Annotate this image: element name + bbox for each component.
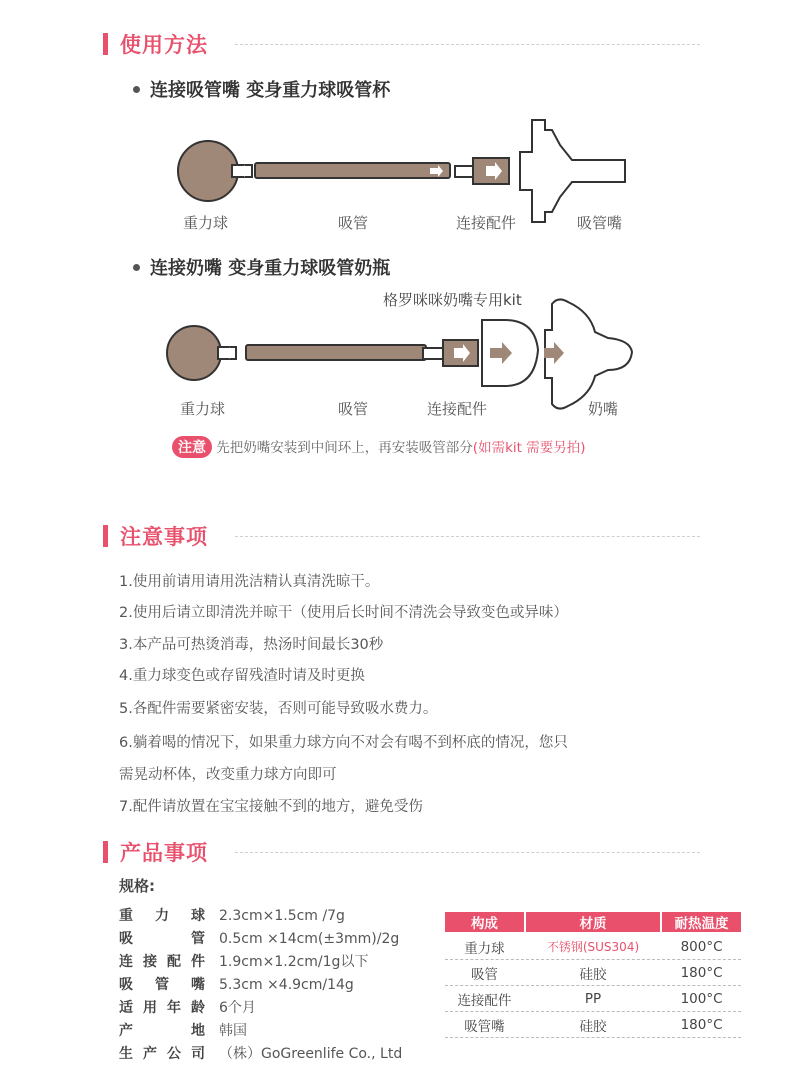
table-header: 耐热温度 — [661, 911, 742, 933]
table-cell: 重力球 — [444, 933, 525, 960]
caution-item: 4.重力球变色或存留残渣时请及时更换 — [119, 668, 365, 684]
label-straw: 吸管 — [338, 400, 369, 418]
spec-key: 重力球 — [119, 908, 205, 924]
gravity-ball — [167, 326, 221, 380]
spec-value: 2.3cm×1.5cm /7g — [219, 908, 345, 924]
section-title-cautions: 注意事项 — [120, 525, 208, 549]
spec-row — [119, 951, 368, 971]
table-cell: PP — [525, 986, 661, 1012]
diagram-straw-bottle — [160, 290, 650, 415]
table-row — [444, 933, 742, 960]
label-connector: 连接配件 — [427, 400, 488, 418]
table-cell: 800°C — [661, 933, 742, 960]
divider — [235, 536, 700, 537]
table-cell: 180°C — [661, 1012, 742, 1038]
spec-key: 吸管嘴 — [119, 977, 205, 993]
table-cell: 硅胶 — [525, 960, 661, 986]
caution-item: 3.本产品可热烫消毒，热汤时间最长30秒 — [119, 637, 384, 653]
subheading-straw-cup — [133, 76, 390, 102]
table-cell: 不锈钢(SUS304) — [525, 933, 661, 960]
label-straw: 吸管 — [338, 214, 369, 232]
table-cell: 100°C — [661, 986, 742, 1012]
spec-row — [119, 1020, 247, 1040]
table-row — [444, 1012, 742, 1038]
spec-value: 5.3cm ×4.9cm/14g — [219, 977, 354, 993]
section-title-usage: 使用方法 — [120, 33, 208, 57]
spec-value: 6个月 — [219, 1000, 256, 1016]
spec-key: 适用年龄 — [119, 1000, 205, 1016]
section-marker — [103, 33, 108, 55]
table-cell: 吸管嘴 — [444, 1012, 525, 1038]
spec-key: 吸管 — [119, 931, 205, 947]
table-header-row — [444, 911, 742, 933]
label-connector: 连接配件 — [456, 214, 517, 232]
table-row — [444, 986, 742, 1012]
table-header: 构成 — [444, 911, 525, 933]
spec-key: 生产公司 — [119, 1046, 205, 1062]
section-marker — [103, 841, 108, 863]
table-header: 材质 — [525, 911, 661, 933]
spec-heading: 规格: — [119, 877, 155, 895]
caution-item: 1.使用前请用请用洗洁精认真清洗晾干。 — [119, 574, 380, 590]
spec-row — [119, 997, 256, 1017]
material-table — [443, 910, 743, 1038]
label-spout: 吸管嘴 — [577, 214, 623, 232]
caution-item: 6.躺着喝的情况下，如果重力球方向不对会有喝不到杯底的情况，您只 — [119, 735, 568, 751]
bullet-icon — [133, 86, 140, 93]
caution-item: 7.配件请放置在宝宝接触不到的地方，避免受伤 — [119, 799, 423, 815]
spec-row — [119, 928, 399, 948]
divider — [235, 852, 700, 853]
note-red: (如需kit 需要另拍) — [472, 440, 586, 456]
straw — [255, 163, 450, 178]
note-badge: 注意 — [172, 436, 212, 458]
spec-value: 韩国 — [219, 1023, 247, 1039]
divider — [235, 44, 700, 45]
straw — [246, 345, 426, 360]
spec-row — [119, 905, 345, 925]
caution-item: 5.各配件需要紧密安装，否则可能导致吸水费力。 — [119, 701, 438, 717]
label-gravity-ball: 重力球 — [180, 400, 226, 418]
spout — [520, 120, 625, 222]
spec-value: （株）GoGreenlife Co., Ltd — [219, 1046, 403, 1062]
table-cell: 连接配件 — [444, 986, 525, 1012]
connector-stem — [423, 348, 443, 359]
caution-item: 2.使用后请立即清洗并晾干（使用后长时间不清洗会导致变色或异味） — [119, 605, 568, 621]
spec-row — [119, 1043, 402, 1063]
section-marker — [103, 525, 108, 547]
table-cell: 硅胶 — [525, 1012, 661, 1038]
spec-value: 1.9cm×1.2cm/1g以下 — [219, 954, 369, 970]
diagram-straw-cup — [160, 110, 640, 230]
spec-value: 0.5cm ×14cm(±3mm)/2g — [219, 931, 400, 947]
bullet-icon — [133, 264, 140, 271]
note-text: 先把奶嘴安装到中间环上，再安装吸管部分 — [216, 440, 473, 456]
gravity-ball — [178, 141, 238, 201]
spec-row — [119, 974, 354, 994]
table-cell: 吸管 — [444, 960, 525, 986]
connector-stem — [455, 166, 473, 177]
subheading-text: 连接吸管嘴 变身重力球吸管杯 — [150, 80, 391, 101]
table-cell: 180°C — [661, 960, 742, 986]
section-title-product: 产品事项 — [120, 841, 208, 865]
subheading-straw-bottle — [133, 254, 390, 280]
caution-item: 需晃动杯体，改变重力球方向即可 — [119, 767, 337, 783]
spec-key: 连接配件 — [119, 954, 205, 970]
label-nipple: 奶嘴 — [588, 400, 619, 418]
table-row — [444, 960, 742, 986]
subheading-text: 连接奶嘴 变身重力球吸管奶瓶 — [150, 258, 391, 279]
label-kit: 格罗咪咪奶嘴专用kit — [383, 291, 522, 309]
note-line — [172, 436, 585, 458]
spec-key: 产地 — [119, 1023, 205, 1039]
label-gravity-ball: 重力球 — [183, 214, 229, 232]
